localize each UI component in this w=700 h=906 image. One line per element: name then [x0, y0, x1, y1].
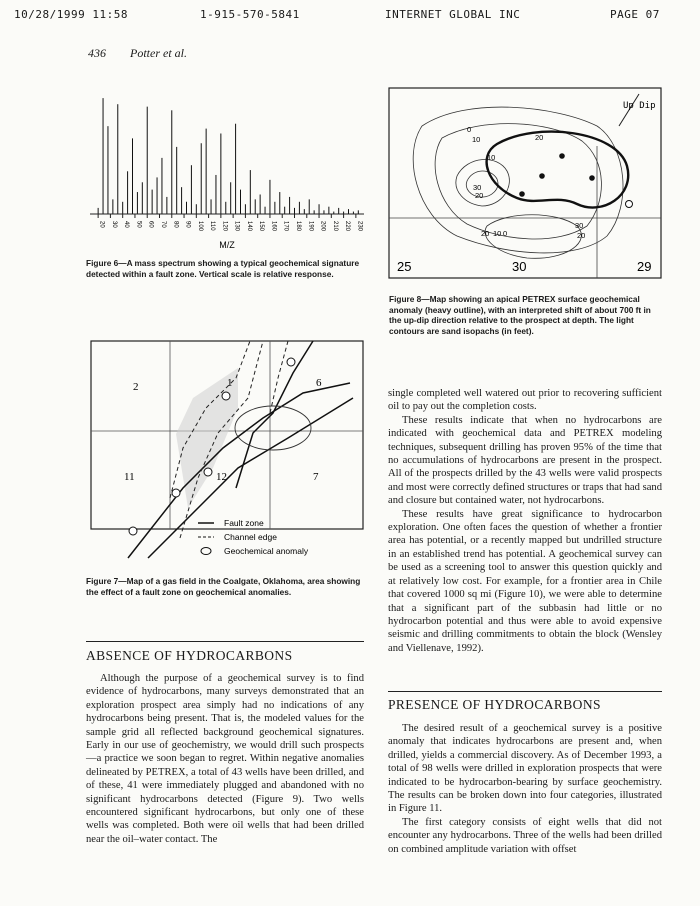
region-label: 12	[216, 471, 227, 483]
spectrum-tick-labels	[99, 221, 363, 232]
figure6-mass-spectrum	[84, 86, 368, 256]
figure7-caption: Figure 7—Map of a gas field in the Coalgate, Oklahoma, area showing the effect of a fault zone on geochemical anomalies.	[86, 576, 361, 597]
fax-phone: 1-915-570-5841	[200, 8, 300, 21]
legend-fault-label: Fault zone	[224, 518, 264, 528]
spectrum-tick-label: 90	[184, 221, 191, 228]
petrex-anomaly-outline	[487, 132, 629, 208]
paragraph: These results have great significance to hydrocarbon exploration. One often faces the question of whether a frontier area has potential, or a recently mapped but undrilled structure in an established trend has potential. A geochemical survey can be used as a screening tool to answer this question quickly and at relatively low cost. For example, for a frontier area in Chile that covered 1000 sq mi (Figure 10), we were able to determine that a significant part of the subbasin had little or no hydrocarbon potential and thus were able to avoid expensive seismic and drilling commitments to obtain the block (Wensley and Viellenave, 1992).	[388, 508, 662, 654]
section-heading-absence: ABSENCE OF HYDROCARBONS	[86, 648, 293, 663]
paragraph: Although the purpose of a geochemical survey is to find evidence of hydrocarbons, many surveys demonstrated that an exploration prospect area simply had no indications of any hydrocarbons being present. That is, the modeled values for the sample grid all reflected background geochemical signatures. Early in our use of geochemistry, we would drill such prospects—a practice we soon began to regret. Within negative anomalies delineated by PETREX, a total of 43 wells have been drilled, and of these, 41 were immediately plugged and abandoned with no significant hydrocarbons detected (Figure 9). Two wells encountered significant hydrocarbons, but only one of these wells was completed. Both were oil wells that had been drilled near the oil–water contact. The	[86, 673, 364, 845]
spectrum-tick-label: 40	[123, 221, 130, 228]
region-label: 7	[313, 471, 319, 483]
contour-label: 20	[475, 191, 484, 200]
running-head-authors: Potter et al.	[130, 46, 187, 60]
region-label: 1	[227, 377, 233, 389]
spectrum-tick-label: 220	[344, 221, 351, 232]
section-rule	[86, 641, 364, 642]
contour-label: 10	[472, 135, 481, 144]
spectrum-tick-label: 70	[160, 221, 166, 228]
spectrum-tick-label: 100	[196, 221, 203, 232]
isopach-contours	[413, 107, 623, 258]
figure8-petrex-map	[387, 86, 665, 282]
paragraph: These results indicate that when no hydrocarbons are indicated with geochemical data and PETREX modeling techniques, subsequent drilling has proven 95% of the time that no accumulations of hydrocarbons are present in the prospect. All of the prospects drilled by the 43 wells were valid prospects and most were correctly defined structures or traps that had sand and closure but contained water, not hydrocarbons.	[388, 414, 662, 507]
contour-label: 20	[481, 229, 490, 238]
contour-label: 30	[473, 183, 482, 192]
spectrum-tick-label: 160	[270, 221, 277, 232]
fax-datetime: 10/28/1999 11:58	[14, 8, 128, 21]
spectrum-tick-label: 150	[258, 221, 265, 232]
right-column-body	[388, 387, 662, 655]
contour-label: 0	[467, 125, 472, 134]
spectrum-tick-label: 80	[172, 221, 179, 228]
spectrum-tick-label: 30	[110, 221, 117, 228]
section-number: 25	[397, 259, 412, 274]
spectrum-tick-label: 140	[245, 221, 252, 232]
fax-company: INTERNET GLOBAL INC	[385, 8, 521, 21]
contour-label: 10	[487, 153, 496, 162]
spectrum-tick-label: 60	[147, 221, 154, 228]
figure8-caption: Figure 8—Map showing an apical PETREX surface geochemical anomaly (heavy outline), with an interpreted shift of about 700 ft in the up-dip direction relative to the prospect at depth. The light contours are sand isopachs (in feet).	[389, 294, 651, 336]
contour-label: 0	[503, 229, 508, 238]
map-frame	[91, 341, 363, 529]
fax-page: PAGE 07	[610, 8, 660, 21]
contour-label: 20	[577, 231, 586, 240]
paragraph: The first category consists of eight wells that did not encounter any hydrocarbons. Three of the wells had been drilled on combined amplitude variation with offset	[388, 816, 662, 855]
spectrum-xlabel: M/Z	[219, 240, 235, 250]
contour-label: 10	[493, 229, 502, 238]
spectrum-tick-label: 200	[319, 221, 326, 232]
paragraph: single completed well watered out prior to recovering sufficient oil to pay out the completion costs.	[388, 388, 662, 413]
paragraph: The desired result of a geochemical survey is a positive anomaly that indicates hydrocarbons are present and, when drilled, yields a commercial discovery. As of December 1993, a total of 98 wells were drilled in exploration prospects that were indicated to be hydrocarbon-bearing by surface geochemistry. The results can be broken down into four categories, illustrated in Figure 11.	[388, 723, 662, 815]
section-number: 30	[512, 259, 527, 274]
spectrum-tick-label: 130	[233, 221, 240, 232]
spectrum-tick-label: 230	[356, 221, 363, 232]
region-label: 6	[316, 377, 322, 389]
stipple-area	[176, 368, 238, 508]
left-column-body	[86, 672, 364, 846]
section-heading-presence: PRESENCE OF HYDROCARBONS	[388, 697, 601, 712]
legend-anomaly-swatch	[201, 548, 211, 555]
spectrum-tick-label: 20	[98, 221, 105, 228]
region-label: 11	[124, 471, 135, 483]
spectrum-tick-marks	[98, 214, 356, 218]
fault-line-3	[236, 341, 313, 488]
map-frame	[389, 88, 661, 278]
spectrum-tick-label: 210	[331, 221, 338, 232]
spectrum-tick-label: 170	[282, 221, 289, 232]
page-number: 436	[88, 46, 106, 60]
figure6-caption: Figure 6—A mass spectrum showing a typical geochemical signature detected within a fault zone. Vertical scale is relative response.	[86, 258, 360, 279]
section-rule	[388, 691, 662, 692]
spectrum-tick-label: 110	[209, 221, 216, 231]
right-column-body-2	[388, 722, 662, 856]
contour-label: 20	[535, 133, 544, 142]
region-label: 2	[133, 381, 139, 393]
up-dip-label: Up Dip	[623, 101, 656, 111]
legend-channel-label: Channel edge	[224, 532, 277, 542]
section-number: 29	[637, 259, 652, 274]
spectrum-tick-label: 180	[295, 221, 301, 232]
spectrum-bars	[98, 98, 358, 214]
spectrum-tick-label: 190	[307, 221, 314, 232]
spectrum-tick-label: 50	[135, 221, 142, 228]
figure7-gas-field-map	[88, 338, 368, 568]
spectrum-tick-label: 120	[221, 221, 228, 232]
legend-anomaly-label: Geochemical anomaly	[224, 546, 309, 556]
contour-label: 30	[575, 221, 584, 230]
